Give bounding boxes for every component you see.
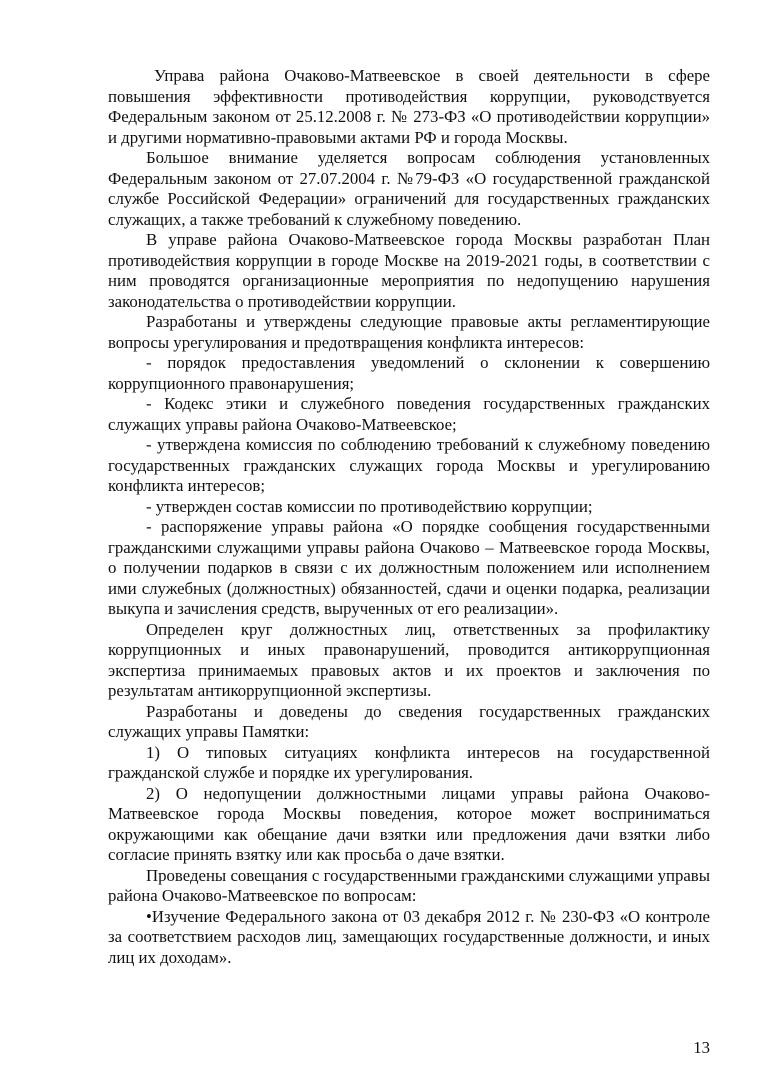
paragraph-federal-law-79: Большое внимание уделяется вопросам соблюдения установленных Федеральным законом от 27.07.2004 г. №79-ФЗ «О государственной гражданской службе Российской Федерации» ограничений для государственных гражданских служащих, а также требований к служебному поведению. bbox=[108, 148, 710, 229]
paragraph-intro: Управа района Очаково-Матвеевское в своей деятельности в сфере повышения эффективности противодействия коррупции, руководствуется Федеральным законом от 25.12.2008 г. № 273-ФЗ «О противодействии коррупции» и другими нормативно-правовыми актами РФ и города Москвы. bbox=[108, 66, 710, 147]
paragraph-meetings-intro: Проведены совещания с государственными гражданскими служащими управы района Очаково-Матвеевское по вопросам: bbox=[108, 865, 710, 905]
list-item-memo-1: 1) О типовых ситуациях конфликта интересов на государственной гражданской службе и порядке их урегулирования. bbox=[108, 742, 710, 782]
document-body bbox=[108, 66, 710, 968]
paragraph-anticorruption-plan: В управе района Очаково-Матвеевское города Москвы разработан План противодействия коррупции в городе Москве на 2019-2021 годы, в соответствии с ним проводятся организационные мероприятия по недопущению нарушения законодательства о противодействии коррупции. bbox=[108, 230, 710, 311]
list-item-anticorruption-commission: - утвержден состав комиссии по противодействию коррупции; bbox=[146, 496, 593, 516]
paragraph-responsible-persons: Определен круг должностных лиц, ответственных за профилактику коррупционных и иных правонарушений, проводится антикоррупционная экспертиза принимаемых правовых актов и их проектов и заключения по результатам антикоррупционной экспертизы. bbox=[108, 619, 710, 700]
list-item-ethics-code: - Кодекс этики и служебного поведения государственных гражданских служащих управы района Очаково-Матвеевское; bbox=[108, 394, 710, 434]
list-item-gifts-order: - распоряжение управы района «О порядке сообщения государственными гражданскими служащими управы района Очаково – Матвеевское города Москвы, о получении подарков в связи с их должностным положением или исполнением ими служебных (должностных) обязанностей, сдачи и оценки подарка, реализации выкупа и зачисления средств, вырученных от его реализации». bbox=[108, 517, 710, 618]
list-item-conduct-commission: - утверждена комиссия по соблюдению требований к служебному поведению государственных гражданских служащих города Москвы и урегулированию конфликта интересов; bbox=[108, 435, 710, 495]
list-item-notification-procedure: - порядок предоставления уведомлений о склонении к совершению коррупционного правонарушения; bbox=[108, 353, 710, 393]
paragraph-legal-acts-intro: Разработаны и утверждены следующие правовые акты регламентирующие вопросы урегулирования и предотвращения конфликта интересов: bbox=[108, 312, 710, 352]
list-item-law-230: •Изучение Федерального закона от 03 декабря 2012 г. № 230-ФЗ «О контроле за соответствием расходов лиц, замещающих государственные должности, и иных лиц их доходам». bbox=[108, 906, 710, 967]
page-number: 13 bbox=[693, 1038, 710, 1057]
paragraph-memos-intro: Разработаны и доведены до сведения государственных гражданских служащих управы Памятки: bbox=[108, 701, 710, 741]
list-item-memo-2: 2) О недопущении должностными лицами управы района Очаково-Матвеевское города Москвы поведения, которое может восприниматься окружающими как обещание дачи взятки или предложения дачи взятки либо согласие принять взятку или как просьба о даче взятки. bbox=[108, 783, 710, 864]
